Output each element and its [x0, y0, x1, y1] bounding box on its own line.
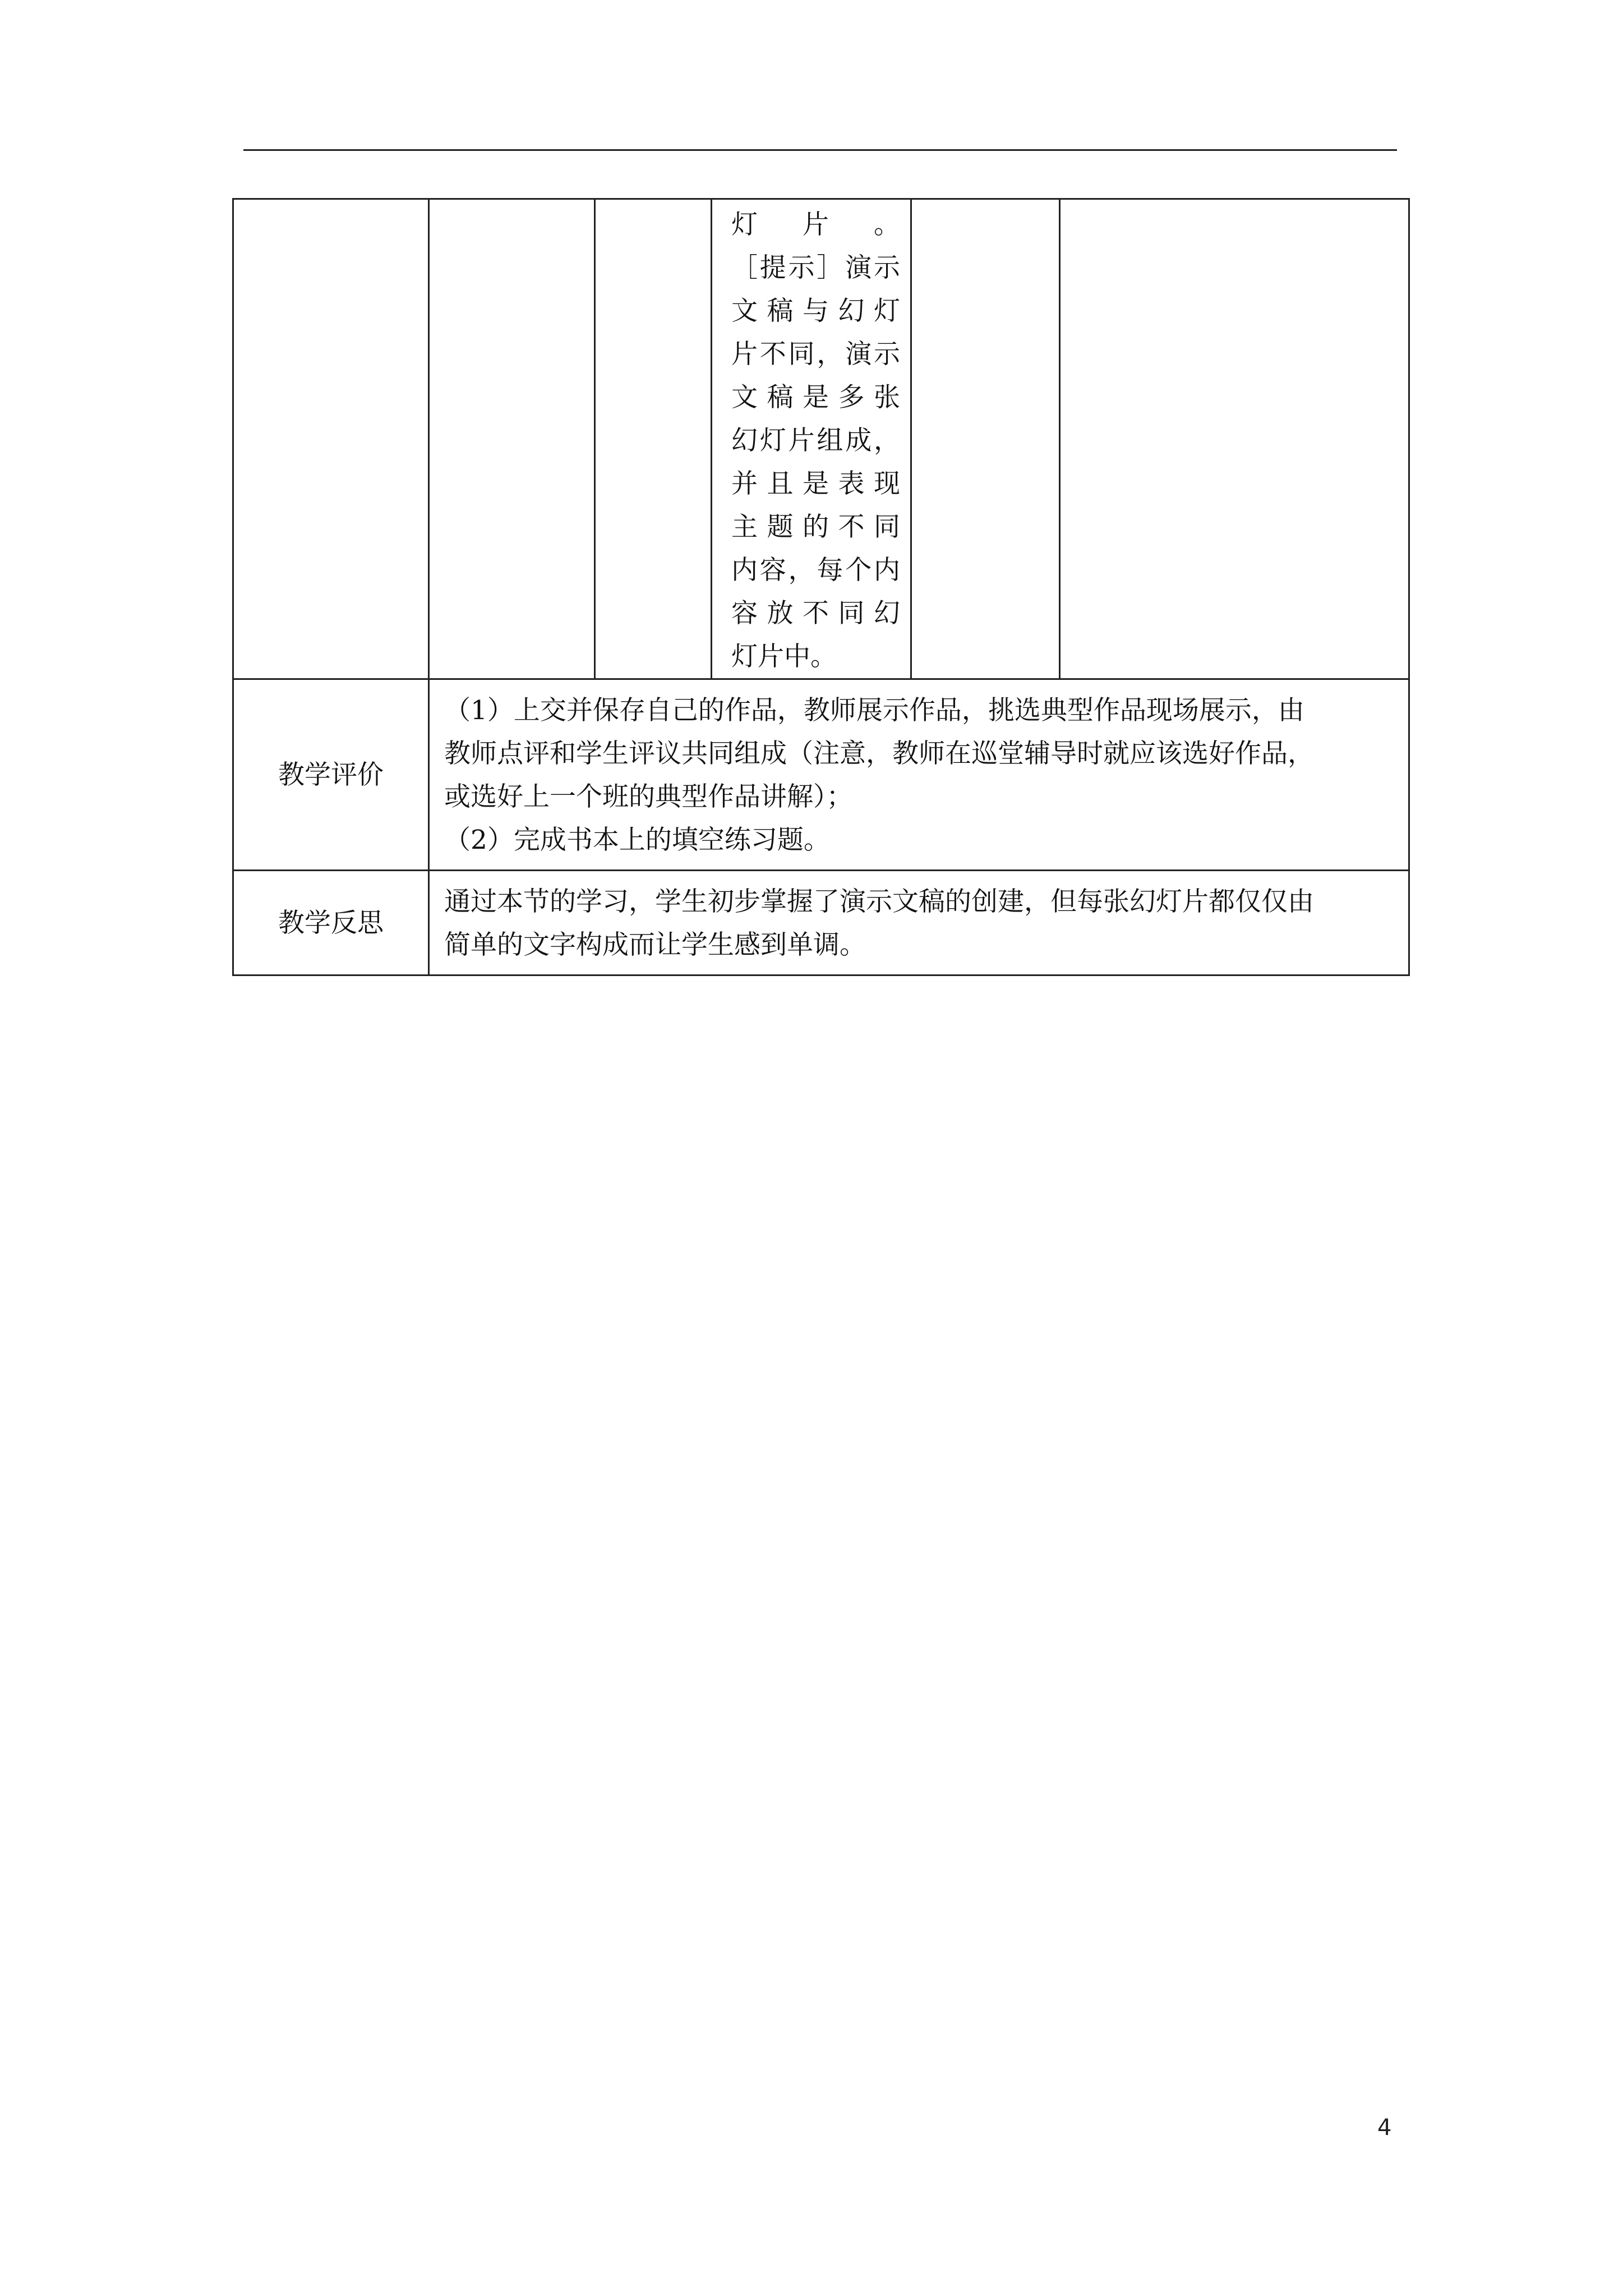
header-rule — [243, 149, 1397, 151]
hint-line: 片不同，演示 — [731, 339, 900, 370]
design-intent-cell — [1060, 199, 1409, 679]
hint-line: 灯片中。 — [731, 641, 837, 672]
hint-line: 文稿与幻灯 — [731, 296, 900, 326]
hint-line: 文稿是多张 — [731, 382, 900, 413]
hint-line: 并且是表现 — [731, 468, 900, 499]
hint-line: 内容，每个内 — [731, 555, 900, 586]
hint-line: 容放不同幻 — [731, 598, 900, 629]
time-cell — [595, 199, 712, 679]
lesson-plan-table — [232, 198, 1410, 976]
teacher-activity-cell — [712, 199, 911, 679]
page-number: 4 — [1377, 2115, 1392, 2141]
hint-line: 灯片。 — [731, 209, 900, 240]
hint-line: 主题的不同 — [731, 512, 900, 542]
evaluation-line: 教师点评和学生评议共同组成（注意，教师在巡堂辅导时就应该选好作品， — [444, 738, 1314, 769]
reflection-line: 通过本节的学习，学生初步掌握了演示文稿的创建，但每张幻灯片都仅仅由 — [444, 886, 1314, 917]
reflection-line: 简单的文字构成而让学生感到单调。 — [444, 930, 866, 960]
student-activity-cell — [911, 199, 1060, 679]
stage-cell — [233, 199, 429, 679]
activity-row-continued — [233, 199, 1409, 679]
evaluation-label: 教学评价 — [233, 679, 429, 871]
evaluation-content — [429, 679, 1409, 871]
reflection-content — [429, 871, 1409, 976]
hint-line: 幻灯片组成， — [731, 425, 900, 456]
evaluation-line: 或选好上一个班的典型作品讲解）； — [444, 781, 853, 812]
evaluation-line: （1）上交并保存自己的作品，教师展示作品，挑选典型作品现场展示，由 — [444, 695, 1304, 726]
reflection-label: 教学反思 — [233, 871, 429, 976]
evaluation-line: （2）完成书本上的填空练习题。 — [444, 825, 830, 855]
reflection-row — [233, 871, 1409, 976]
evaluation-row — [233, 679, 1409, 871]
content-cell — [429, 199, 595, 679]
hint-line: ［提示］演示 — [731, 252, 900, 283]
